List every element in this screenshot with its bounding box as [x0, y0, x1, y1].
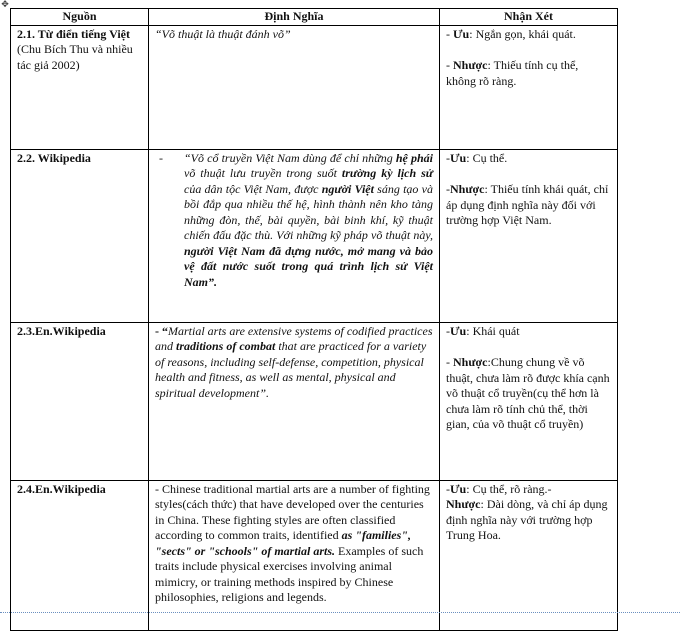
definition-text: [184, 151, 433, 291]
definition-part: của dân tộc Việt Nam, được: [184, 181, 322, 196]
cons-note: [446, 355, 611, 433]
source-name: 2.1. Từ điển tiếng Việt: [17, 26, 130, 41]
cons-text: :Chung chung về võ thuật, chưa làm rõ được khía cạnh võ thuật cổ truyền(cụ thể hơn là chưa làm rõ tính chủ thể, thời gian, của võ thuật cổ truyền): [446, 355, 610, 431]
comment-cell: [440, 480, 618, 630]
definition-cell: [149, 480, 440, 630]
table-header-row: [11, 9, 618, 26]
comment-cell: [440, 149, 618, 322]
table-row: [11, 149, 618, 322]
source-cell: [11, 480, 149, 630]
definition-part: “Võ cổ truyền Việt Nam dùng để chỉ những: [184, 150, 396, 165]
source-cell: [11, 149, 149, 322]
header-definition: Định Nghĩa: [149, 9, 440, 26]
comment-cell: [440, 25, 618, 149]
cons-note: [446, 182, 611, 229]
definition-lead: - “: [155, 323, 168, 338]
definition-emphasis: hệ phái: [395, 150, 434, 165]
pros-prefix: -: [446, 481, 450, 496]
cons-prefix: -: [446, 182, 450, 196]
definition-cell: [149, 322, 440, 480]
definition-part: võ thuật lưu truyền trong suốt: [184, 166, 342, 180]
definition-part: Martial arts are extensive systems of codified practices and: [155, 323, 433, 353]
cons-text: : Thiếu tính khái quát, chỉ áp dụng định nghĩa này đối với trường hợp Việt Nam.: [446, 182, 609, 227]
definition-part: Examples of such traits include physical exercises involving animal mimicry, or training methods inspired by Chinese philosophies, religions and legends.: [155, 543, 424, 604]
pros-note: [446, 151, 611, 167]
definition-emphasis: trường kỳ lịch sử: [341, 166, 433, 180]
pros-label: Ưu: [453, 26, 470, 41]
cons-note: - Nhược: Thiếu tính cụ thể, không rõ ràng.: [446, 58, 579, 88]
cons-label: Nhược: [453, 58, 488, 72]
pros-note: - Ưu: Ngắn gọn, khái quát.: [446, 26, 576, 41]
pros-label: Ưu: [450, 323, 467, 338]
cons-prefix: -: [446, 355, 453, 369]
definition-emphasis: người Việt: [321, 181, 374, 196]
cons-note: [446, 497, 611, 544]
page-boundary-line: [0, 612, 680, 613]
pros-prefix: -: [446, 150, 450, 165]
header-source: Nguồn: [11, 9, 149, 26]
definition-text: “Võ thuật là thuật đánh võ”: [155, 26, 291, 41]
source-name: 2.3.En.Wikipedia: [17, 323, 106, 338]
definition-emphasis: người Việt Nam đã dựng nước, mở mang và bảo vệ đất nước suốt trong quá trình lịch sử Việt Nam”.: [184, 243, 433, 289]
pros-prefix: -: [446, 323, 450, 338]
definition-emphasis: traditions of combat: [176, 339, 276, 353]
pros-label: Ưu: [450, 150, 467, 165]
bullet-dash: -: [159, 150, 163, 165]
definition-cell: [149, 25, 440, 149]
source-cell: [11, 322, 149, 480]
cons-label: Nhược: [450, 182, 485, 196]
table-row: [11, 322, 618, 480]
header-comment: Nhận Xét: [440, 9, 618, 26]
cons-text: : Dài dòng, và chỉ áp dụng định nghĩa này với trường hợp Trung Hoa.: [446, 497, 608, 542]
source-cell: [11, 25, 149, 149]
cons-text: : Thiếu tính cụ thể, không rõ ràng.: [446, 58, 579, 88]
definition-emphasis: as "families", "sects" or "schools" of martial arts.: [155, 528, 411, 558]
source-name: 2.2. Wikipedia: [17, 150, 91, 165]
pros-text: : Cụ thể.: [466, 150, 508, 165]
definition-part: sáng tạo và bồi đắp qua nhiều thế hệ, hình thành nên kho tàng những đòn, thế, bài quyền, bài binh khí, kỹ thuật chiến đấu đặc thù. Với những kỹ pháp võ thuật này,: [184, 181, 433, 242]
pros-note: [446, 482, 611, 498]
pros-text: : Cụ thể, rõ ràng.-: [466, 481, 552, 496]
pros-text: : Ngắn gọn, khái quát.: [469, 26, 576, 41]
table-move-handle-icon[interactable]: ✥: [1, 0, 9, 10]
source-name: 2.4.En.Wikipedia: [17, 481, 106, 496]
pros-text: : Khái quát: [466, 323, 520, 338]
pros-note: [446, 324, 611, 340]
pros-label: Ưu: [450, 481, 467, 496]
definition-cell: [149, 149, 440, 322]
comment-cell: [440, 322, 618, 480]
table-row: [11, 480, 618, 630]
definition-part: - Chinese traditional martial arts are a number of fighting styles(cách thức) that have developed over the centuries in China. These fighting styles are often classified according to common traits, identified: [155, 481, 430, 542]
cons-label: Nhược: [453, 355, 488, 369]
comparison-table: [10, 8, 618, 631]
definition-bullet: [155, 151, 433, 291]
definition-part: that are practiced for a variety of reasons, including self-defense, competition, physical health and fitness, as well as mental, physical and spiritual development”.: [155, 339, 427, 400]
cons-label: Nhược: [446, 497, 481, 511]
source-detail: (Chu Bích Thu và nhiều tác giả 2002): [17, 42, 133, 72]
table-row: [11, 25, 618, 149]
